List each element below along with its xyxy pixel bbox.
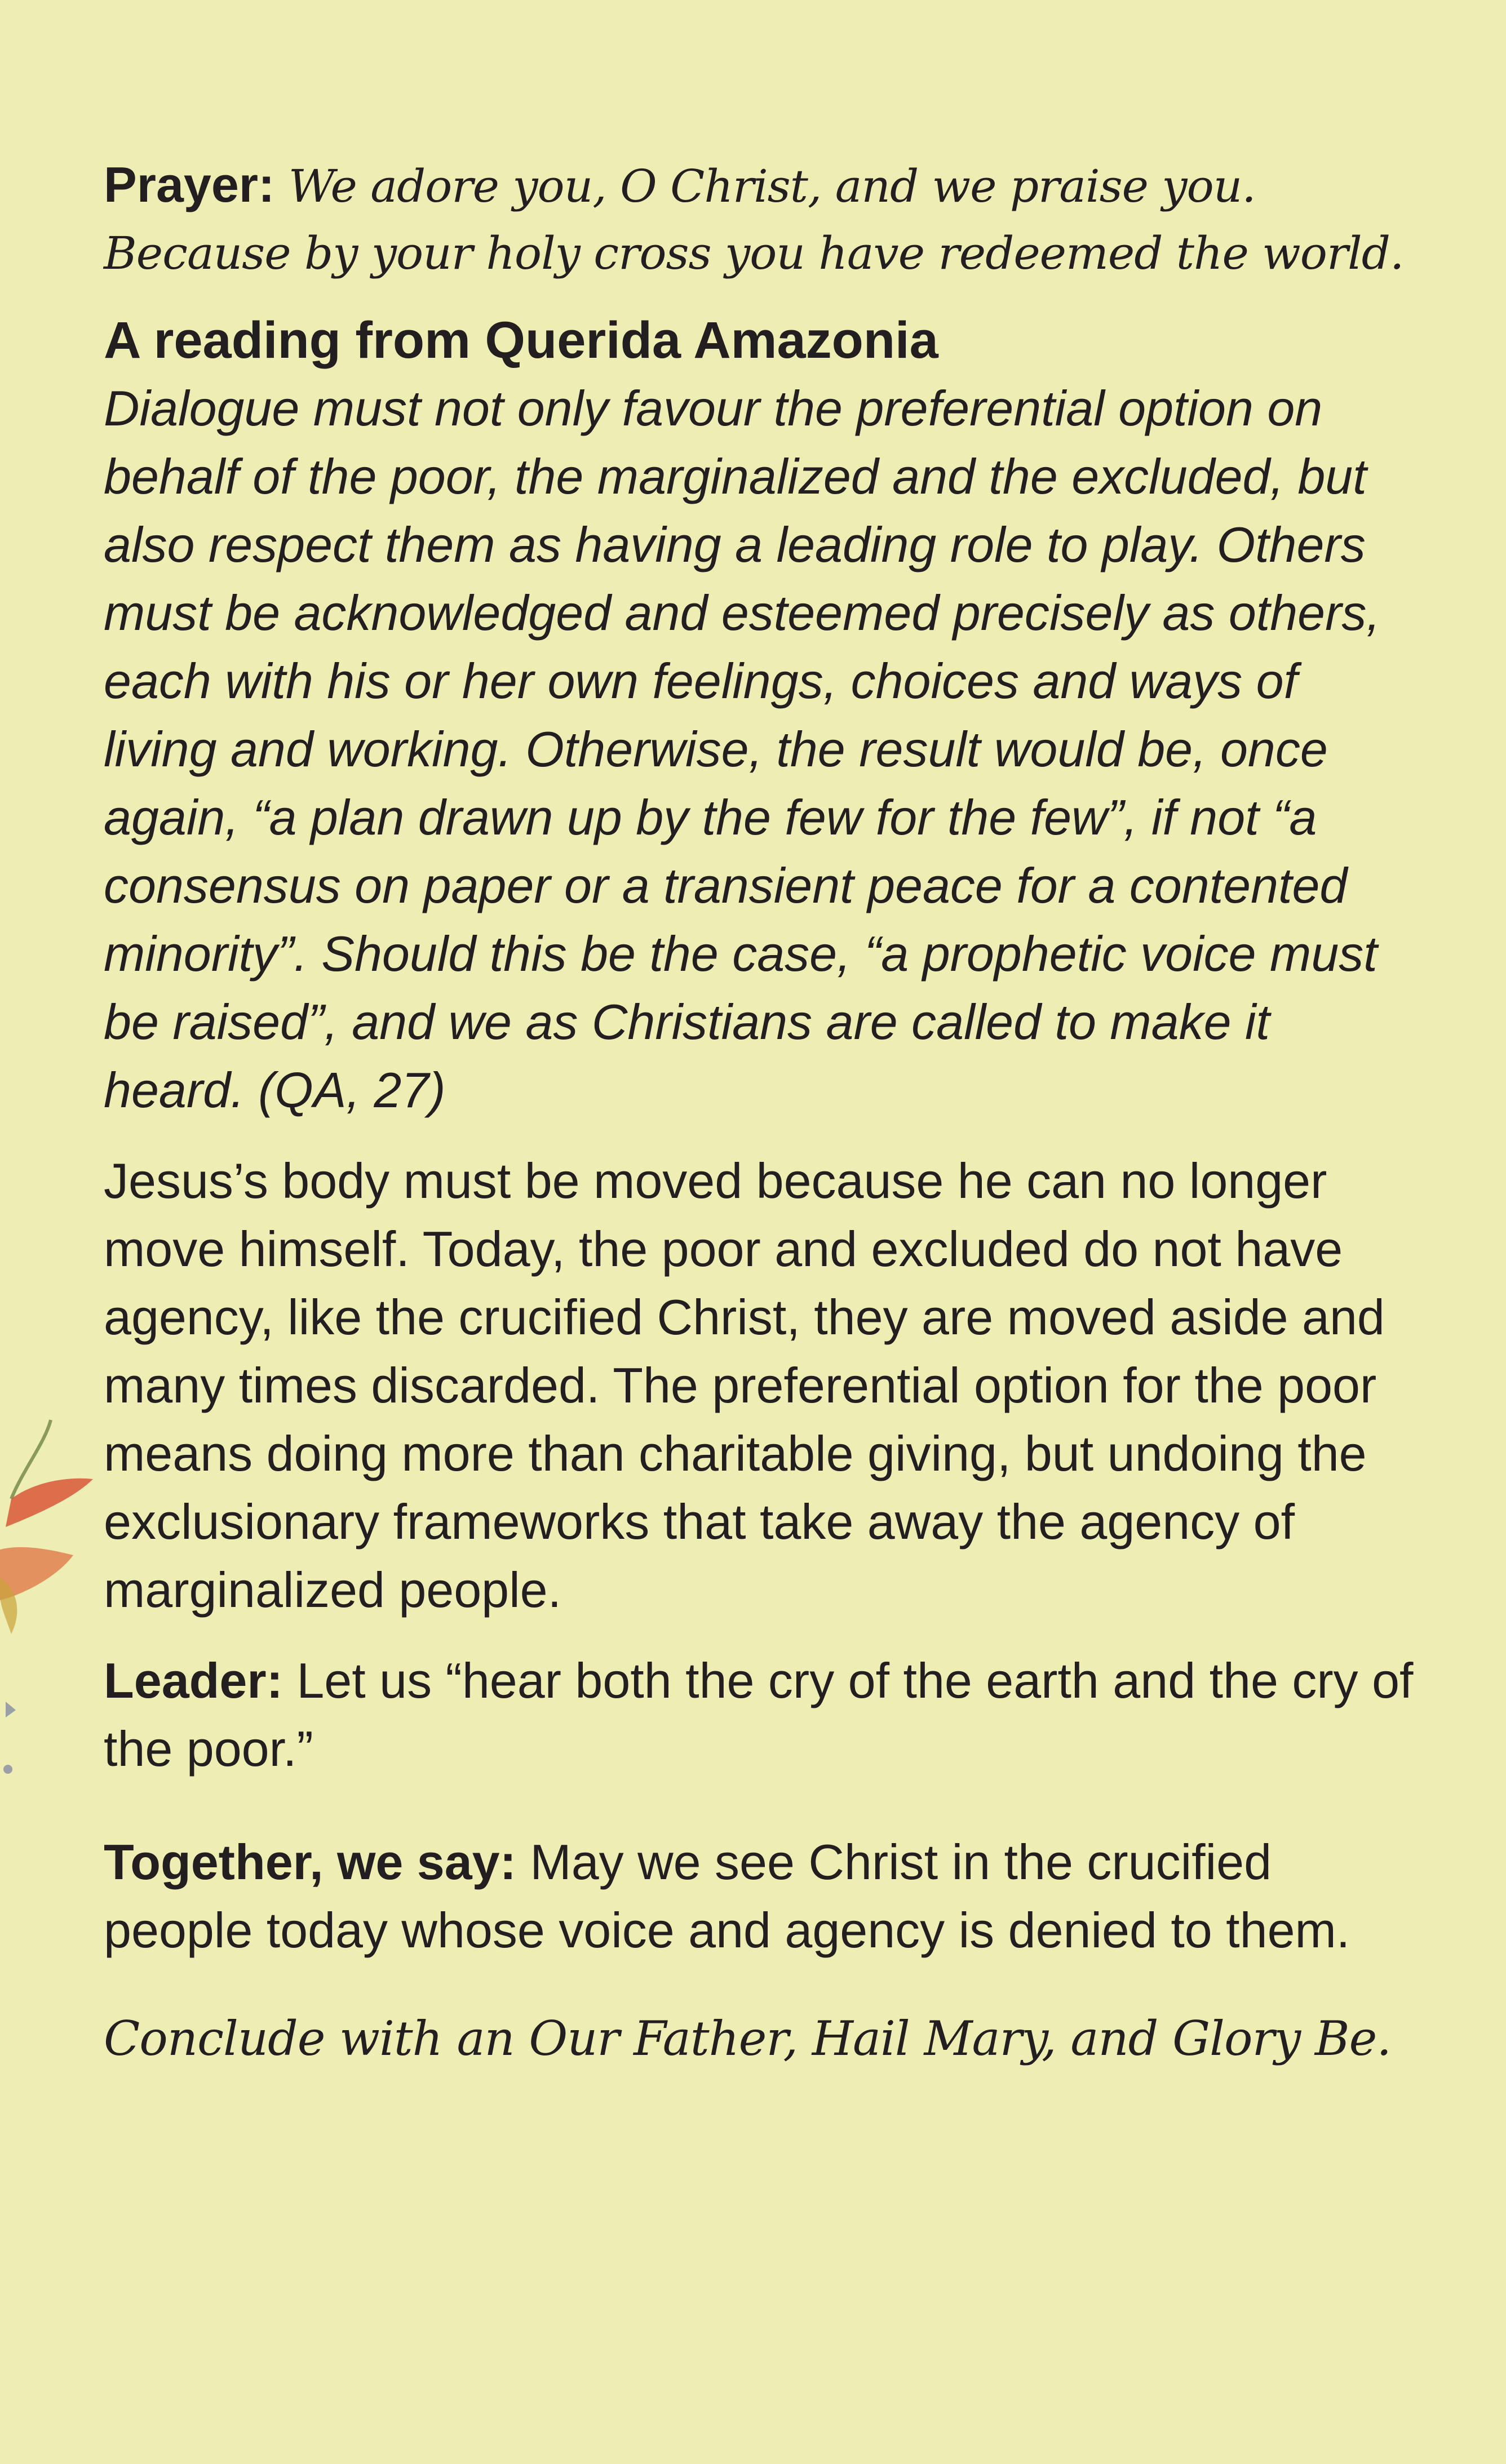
reading-title: A reading from Querida Amazonia: [104, 312, 938, 369]
leader-section: [104, 1646, 1417, 1783]
together-label: Together, we say:: [104, 1834, 516, 1890]
conclusion-text: Conclude with an Our Father, Hail Mary, and Glory Be.: [104, 2011, 1392, 2066]
reading-body: Dialogue must not only favour the preferential option on behalf of the poor, the marginalized and the excluded, but also respect them as having a leading role to play. Others must be acknowledged and esteemed precisely as others, each with his or her own feelings, choices and ways of living and working. Otherwise, the result would be, once again, “a plan drawn up by the few for the few”, if not “a consensus on paper or a transient peace for a contented minority”. Should this be the case, “a prophetic voice must be raised”, and we as Christians are called to make it heard. (QA, 27): [104, 380, 1380, 1118]
flower-decoration-icon: [0, 1409, 96, 1803]
together-text: May we see Christ in the crucified people today whose voice and agency is denied to them.: [104, 1834, 1350, 1958]
prayer-label: Prayer:: [104, 157, 275, 212]
leader-text: Let us “hear both the cry of the earth and the cry of the poor.”: [104, 1653, 1414, 1777]
prayer-section: [104, 152, 1417, 286]
prayer-card: [104, 152, 1417, 2072]
leader-label: Leader:: [104, 1653, 283, 1708]
reflection-text: Jesus’s body must be moved because he can no longer move himself. Today, the poor and excluded do not have agency, like the crucified Christ, they are moved aside and many times discarded. The preferential option for the poor means doing more than charitable giving, but undoing the exclusionary frameworks that take away the agency of marginalized people.: [104, 1153, 1385, 1618]
prayer-text: We adore you, O Christ, and we praise you. Because by your holy cross you have redeemed the world.: [104, 160, 1404, 279]
together-section: [104, 1828, 1417, 1964]
